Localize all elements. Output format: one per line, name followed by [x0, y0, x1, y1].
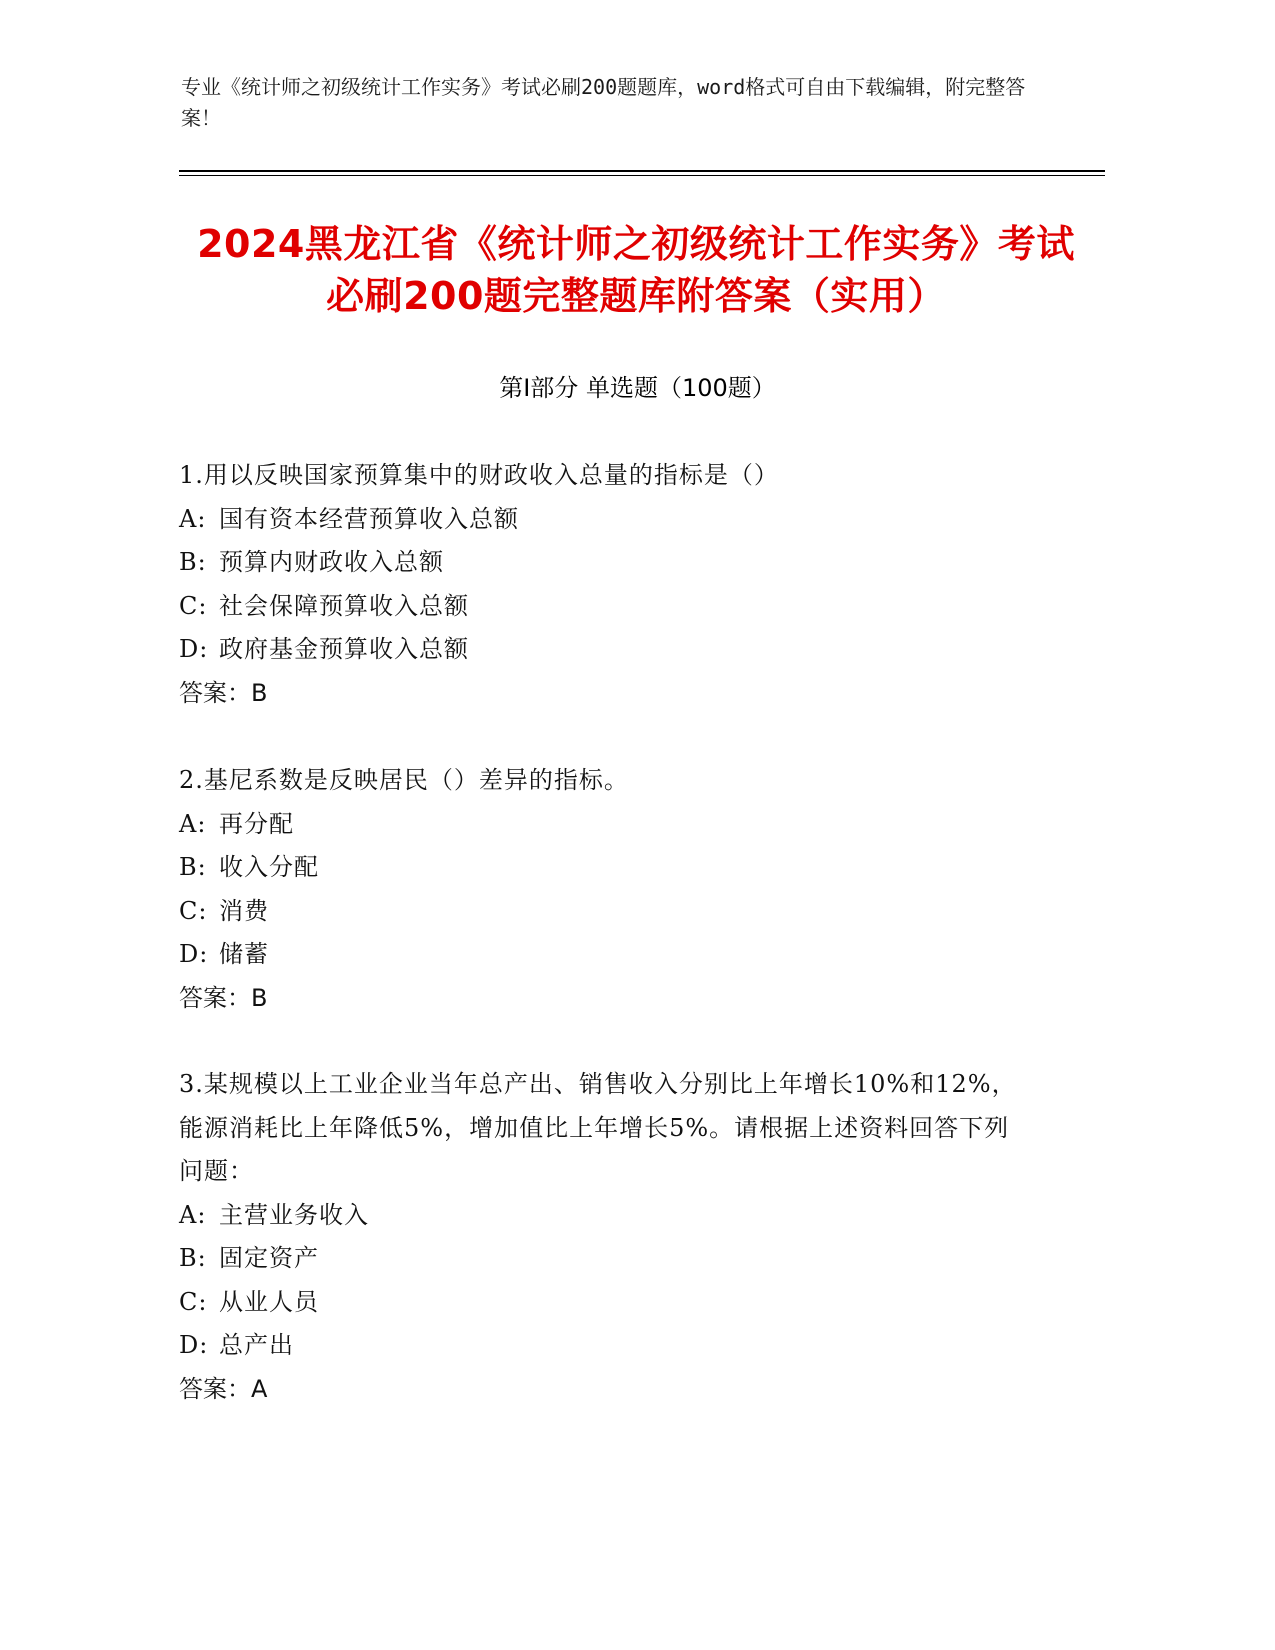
question-block: [179, 759, 1029, 1020]
question-stem: 2.基尼系数是反映居民（）差异的指标。: [179, 766, 629, 794]
option-key: A:: [179, 1200, 207, 1229]
option-text: 社会保障预算收入总额: [219, 591, 469, 620]
document-title: 2024黑龙江省《统计师之初级统计工作实务》考试必刷200题完整题库附答案（实用）: [197, 222, 1075, 318]
option-text: 国有资本经营预算收入总额: [219, 504, 519, 533]
option-c: [179, 890, 1029, 934]
option-key: A:: [179, 809, 207, 838]
option-text: 储蓄: [219, 940, 269, 968]
option-key: B:: [179, 1244, 207, 1272]
option-c: [179, 585, 1029, 629]
option-text: 固定资产: [219, 1244, 319, 1272]
option-a: [179, 498, 1029, 542]
section-title: 第Ⅰ部分 单选题（100题）: [499, 374, 776, 402]
option-key: B:: [179, 853, 207, 881]
header-divider-thick: [179, 170, 1105, 172]
question-stem: 3.某规模以上工业企业当年总产出、销售收入分别比上年增长10%和12%，能源消耗比上年降低5%，增加值比上年增长5%。请根据上述资料回答下列问题：: [179, 1070, 1017, 1185]
header-note: 专业《统计师之初级统计工作实务》考试必刷200题题库，word格式可自由下载编辑，附完整答案！: [181, 75, 1026, 130]
question-stem: 1.用以反映国家预算集中的财政收入总量的指标是（）: [179, 461, 779, 489]
option-key: D:: [179, 1331, 209, 1359]
answer-line: 答案：B: [179, 678, 268, 707]
option-b: [179, 1237, 1029, 1281]
option-key: C:: [179, 591, 208, 620]
answer-line: 答案：A: [179, 1374, 268, 1403]
question-block: [179, 454, 1029, 715]
option-key: D:: [179, 635, 209, 663]
answer-line: 答案：B: [179, 983, 268, 1012]
option-key: C:: [179, 896, 208, 925]
option-text: 再分配: [219, 809, 294, 838]
option-b: [179, 541, 1029, 585]
option-a: [179, 1194, 1029, 1238]
option-key: C:: [179, 1287, 208, 1316]
question-block: [179, 1063, 1029, 1411]
option-key: D:: [179, 940, 209, 968]
option-text: 收入分配: [219, 853, 319, 881]
option-d: [179, 933, 1029, 977]
option-text: 消费: [219, 896, 269, 925]
option-c: [179, 1281, 1029, 1325]
option-a: [179, 803, 1029, 847]
header-divider-thin: [179, 175, 1105, 176]
option-key: A:: [179, 504, 207, 533]
option-text: 主营业务收入: [219, 1200, 369, 1229]
option-b: [179, 846, 1029, 890]
option-text: 政府基金预算收入总额: [219, 635, 469, 663]
option-text: 预算内财政收入总额: [219, 548, 444, 576]
option-key: B:: [179, 548, 207, 576]
option-d: [179, 628, 1029, 672]
option-d: [179, 1324, 1029, 1368]
option-text: 总产出: [219, 1331, 294, 1359]
option-text: 从业人员: [219, 1287, 319, 1316]
